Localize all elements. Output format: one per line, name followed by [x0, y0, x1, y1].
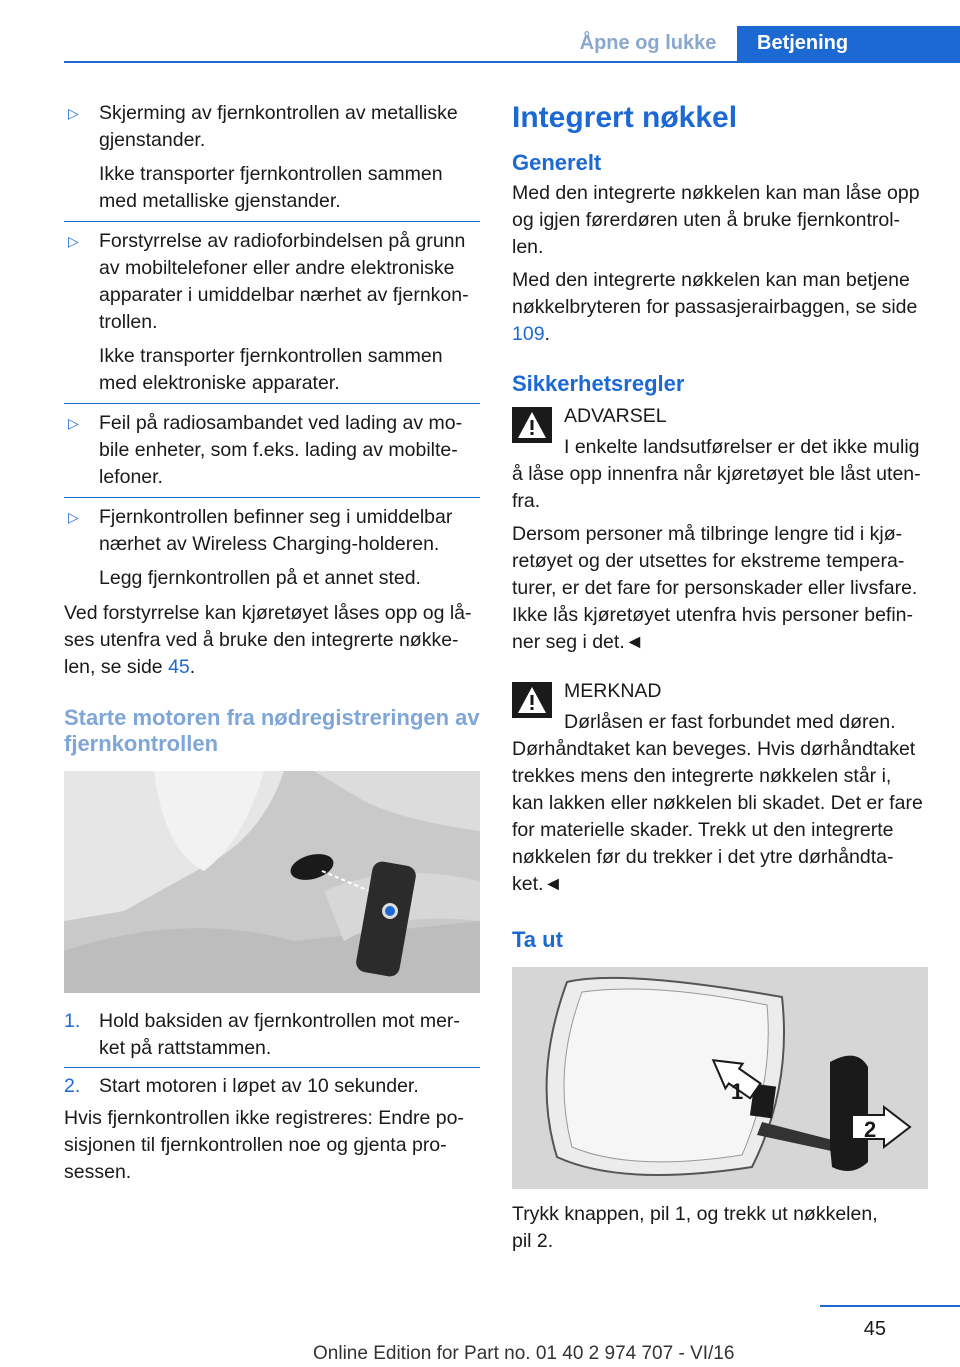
step-number: 2. — [64, 1075, 81, 1097]
header-rule — [64, 61, 960, 63]
not-registered-paragraph: Hvis fjernkontrollen ikke registreres: Endre po‐sisjonen til fjernkontrollen noe og gjenta pro‐sessen. — [64, 1107, 464, 1183]
triangle-bullet-icon: ▷ — [68, 415, 79, 431]
subsection-title-take-out: Ta ut — [512, 927, 563, 952]
footer-rule — [820, 1305, 960, 1307]
notice-label: MERKNAD — [564, 680, 662, 702]
warning-triangle-icon — [512, 407, 552, 443]
general-paragraph-1: Med den integrerte nøkkelen kan man låse opp og igjen førerdøren uten å bruke fjernkontrol‐len. — [512, 182, 920, 258]
bullet-text: Forstyrrelse av radioforbindelsen på grunn av mobiltelefoner eller andre elektroniske apparater i umiddelbar nærhet av fjernkon‐trollen. — [99, 230, 469, 333]
subsection-title-safety: Sikkerhetsregler — [512, 371, 685, 396]
header-chapter-tab: Betjening — [737, 26, 960, 62]
bullet-item — [64, 100, 480, 222]
figure-label-1: 1 — [731, 1079, 744, 1104]
header-section-tab: Åpne og lukke — [579, 32, 717, 54]
bullet-text: Fjernkontrollen befinner seg i umiddelbar nærhet av Wireless Charging-holderen. — [99, 506, 453, 555]
triangle-bullet-icon: ▷ — [68, 233, 79, 249]
warning-triangle-icon — [512, 682, 552, 718]
figure-steering-column — [64, 771, 480, 993]
page-reference-link[interactable]: 109 — [512, 323, 545, 345]
bullet-text: Feil på radiosambandet ved lading av mo‐bile enheter, som f.eks. lading av mobilte‐lefoner. — [99, 412, 463, 488]
footer-edition: Online Edition for Part no. 01 40 2 974 707 - VI/16 — [313, 1343, 735, 1364]
right-column — [512, 100, 928, 1255]
warning-paragraph: Dersom personer må tilbringe lengre tid i kjø‐retøyet og der utsettes for ekstreme tempera‐turer, er det fare for personskader eller livsfare. Ikke lås kjøretøyet utenfra hvis personer befin‐ner seg i det.◄ — [512, 523, 918, 653]
bullet-item — [64, 498, 480, 598]
figure-caption: Trykk knappen, pil 1, og trekk ut nøkkelen, pil 2. — [512, 1203, 878, 1252]
section-title-start-engine: Starte motoren fra nødregistreringen av fjernkontrollen — [64, 705, 480, 756]
general-paragraph-2: Med den integrerte nøkkelen kan man betjene nøkkelbryteren for passasjerairbaggen, se side 109. — [512, 269, 918, 345]
subsection-title-general: Generelt — [512, 150, 602, 175]
interference-paragraph: Ved forstyrrelse kan kjøretøyet låses opp og lå‐ses utenfra ved å bruke den integrerte nøkke‐len, se side 45. — [64, 602, 472, 678]
triangle-bullet-icon: ▷ — [68, 509, 79, 525]
page-number: 45 — [863, 1318, 886, 1340]
notice-block — [512, 678, 928, 705]
steering-column-illustration — [64, 771, 480, 993]
bullet-text: Ikke transporter fjernkontrollen sammen med elektroniske apparater. — [99, 345, 443, 394]
key-removal-illustration — [512, 967, 928, 1189]
page-reference-link[interactable]: 45 — [168, 656, 190, 678]
step-number: 1. — [64, 1010, 81, 1032]
figure-key-removal — [512, 967, 928, 1189]
step-text: Hold baksiden av fjernkontrollen mot mer‐ket på rattstammen. — [99, 1010, 460, 1059]
step-item — [64, 1003, 480, 1068]
warning-block — [512, 403, 928, 430]
bullet-text: Skjerming av fjernkontrollen av metalliske gjenstander. — [99, 102, 458, 151]
triangle-bullet-icon: ▷ — [68, 105, 79, 121]
warning-label: ADVARSEL — [564, 405, 667, 427]
step-item — [64, 1068, 480, 1105]
bullet-item — [64, 222, 480, 404]
section-title-integrated-key: Integrert nøkkel — [512, 101, 738, 134]
bullet-item — [64, 404, 480, 498]
warning-text: I enkelte landsutførelser er det ikke mulig å låse opp innenfra når kjøretøyet ble låst uten‐fra. — [512, 436, 921, 512]
notice-text: Dørlåsen er fast forbundet med døren. Dørhåndtaket kan beveges. Hvis dørhåndtaket trekkes mens den integrerte nøkkelen står i, kan lakken eller nøkkelen bli skadet. Det er fare for materielle skader. Trekk ut den integrerte nøkkelen før du trekker i det ytre dørhåndta‐ket.◄ — [512, 711, 923, 895]
bullet-text: Ikke transporter fjernkontrollen sammen med metalliske gjenstander. — [99, 163, 443, 212]
step-text: Start motoren i løpet av 10 sekunder. — [99, 1075, 419, 1097]
figure-label-2: 2 — [864, 1117, 877, 1142]
bullet-text: Legg fjernkontrollen på et annet sted. — [99, 567, 421, 589]
left-column — [64, 100, 480, 1186]
